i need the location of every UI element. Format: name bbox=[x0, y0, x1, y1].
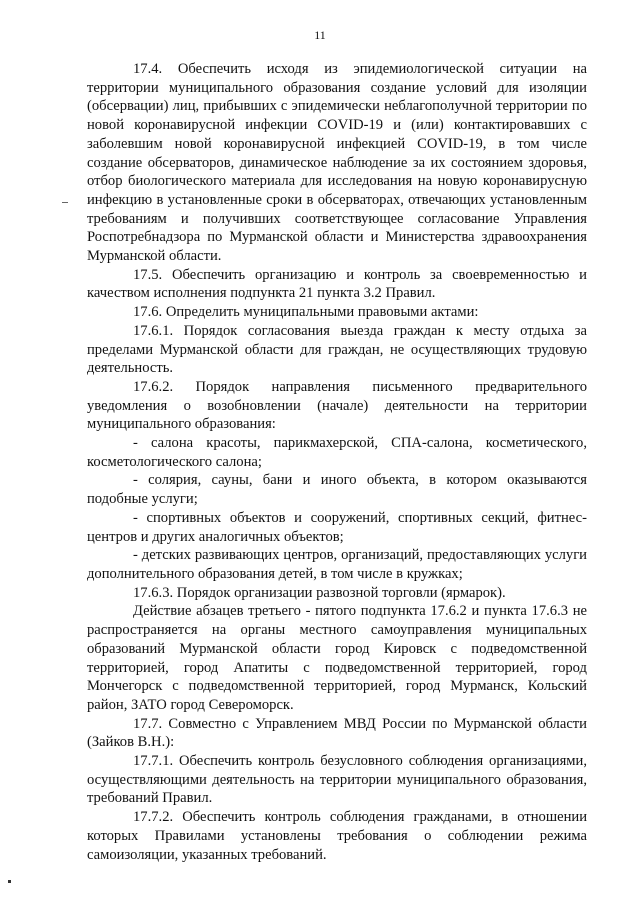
paragraph-exemption: Действие абзацев третьего - пятого подпункта 17.6.2 и пункта 17.6.3 не распространяется на органы местного самоуправления муниципальных образований Мурманской области город Кировск с подведомственной территорией, город Апатиты с подведомственной территорией, город Мончегорск с подведомственной территорией, город Мурманск, Кольский район, ЗАТО город Североморск. bbox=[87, 603, 587, 713]
document-body bbox=[87, 60, 587, 864]
page-number: 11 bbox=[314, 28, 326, 42]
paragraph-17-6-1: 17.6.1. Порядок согласования выезда граждан к месту отдыха за пределами Мурманской области для граждан, не осуществляющих трудовую деятельность. bbox=[87, 322, 587, 377]
paragraph-17-7: 17.7. Совместно с Управлением МВД России по Мурманской области (Зайков В.Н.): bbox=[87, 715, 587, 751]
list-item-children-centers: - детских развивающих центров, организаций, предоставляющих услуги дополнительного образования детей, в том числе в кружках; bbox=[87, 547, 587, 582]
paragraph-17-7-2: 17.7.2. Обеспечить контроль соблюдения гражданами, в отношении которых Правилами установлены требования о соблюдении режима самоизоляции, указанных требований. bbox=[87, 809, 587, 863]
paragraph-17-6-2: 17.6.2. Порядок направления письменного предварительного уведомления о возобновлении (начале) деятельности на территории муниципального образования: bbox=[87, 378, 587, 433]
paragraph-17-6: 17.6. Определить муниципальными правовыми актами: bbox=[133, 304, 479, 321]
paragraph-17-4: 17.4. Обеспечить исходя из эпидемиологической ситуации на территории муниципального образования создание условий для изоляции (обсервации) лиц, прибывших с эпидемически неблагополучной территории по новой коронавирусной инфекции COVID-19 и (или) контактировавших с заболевшим новой коронавирусной инфекцией COVID-19, в том числе создание обсерваторов, динамическое наблюдение за их состоянием здоровья, отбор биологического материала для исследования на новую коронавирусную инфекцию в установленные сроки в обсерваторах, отвечающих установленным требованиям и получивших соответствующее согласование Управления Роспотребнадзора по Мурманской области и Министерства здравоохранения Мурманской области. bbox=[87, 61, 587, 265]
list-item-sports-facilities: - спортивных объектов и сооружений, спортивных секций, фитнес-центров и других аналогичных объектов; bbox=[87, 509, 587, 545]
paragraph-17-6-3: 17.6.3. Порядок организации развозной торговли (ярмарок). bbox=[133, 584, 506, 601]
scan-artifact-dot bbox=[8, 880, 11, 883]
paragraph-17-7-1: 17.7.1. Обеспечить контроль безусловного соблюдения организациями, осуществляющими деятельность на территории муниципального образования, требований Правил. bbox=[87, 753, 587, 807]
list-item-beauty-salon: - салона красоты, парикмахерской, СПА-салона, косметического, косметологического салона; bbox=[87, 435, 587, 470]
list-item-solarium: - солярия, сауны, бани и иного объекта, в котором оказываются подобные услуги; bbox=[87, 472, 587, 508]
scan-artifact-mark bbox=[62, 202, 68, 203]
paragraph-17-5: 17.5. Обеспечить организацию и контроль за своевременностью и качеством исполнения подпункта 21 пункта 3.2 Правил. bbox=[87, 266, 587, 302]
